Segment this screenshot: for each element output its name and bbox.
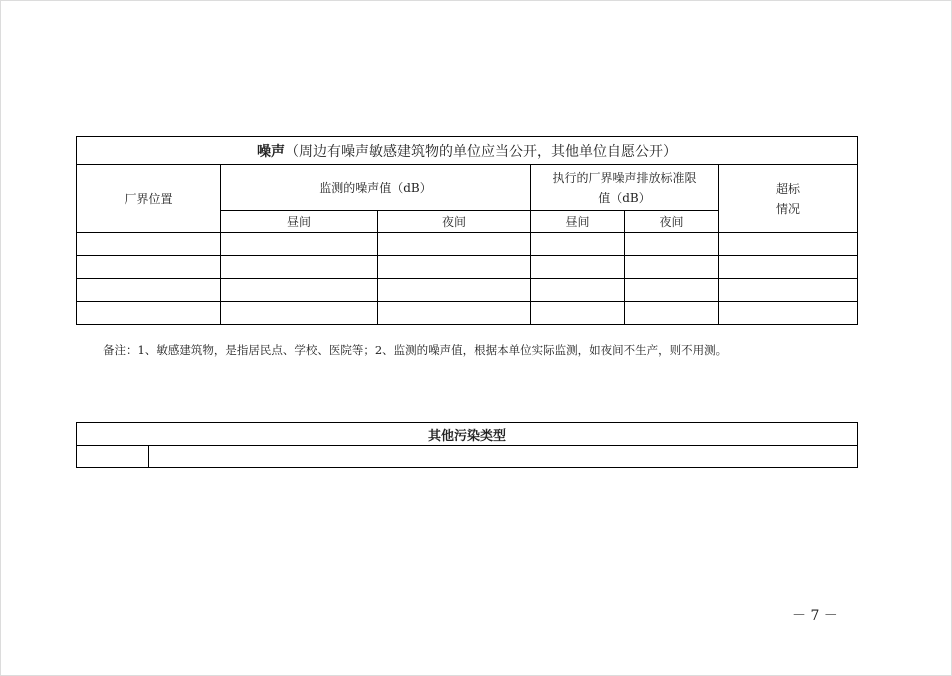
noise-table <box>76 136 858 325</box>
header-standard-day: 昼间 <box>531 211 625 233</box>
table-cell[interactable] <box>531 279 625 302</box>
table-cell[interactable] <box>719 233 858 256</box>
table-cell[interactable] <box>378 256 531 279</box>
table-cell[interactable] <box>77 302 221 325</box>
header-exceed-line1: 超标 <box>776 181 801 196</box>
table-cell[interactable] <box>378 279 531 302</box>
table-cell[interactable] <box>531 256 625 279</box>
other-pollution-table <box>76 422 858 468</box>
table-cell[interactable] <box>221 256 378 279</box>
other-pollution-title: 其他污染类型 <box>77 423 858 446</box>
table-cell[interactable] <box>531 233 625 256</box>
table-cell[interactable] <box>625 256 719 279</box>
header-measured-noise: 监测的噪声值（dB） <box>221 165 531 211</box>
table-row <box>77 279 858 302</box>
table-cell[interactable] <box>77 233 221 256</box>
table-row <box>77 446 858 468</box>
table-cell[interactable] <box>221 302 378 325</box>
header-standard-limit <box>531 165 719 211</box>
header-measured-night: 夜间 <box>378 211 531 233</box>
table-cell[interactable] <box>719 302 858 325</box>
table-cell[interactable] <box>77 256 221 279</box>
header-measured-day: 昼间 <box>221 211 378 233</box>
header-location: 厂界位置 <box>77 165 221 233</box>
table-cell[interactable] <box>221 233 378 256</box>
header-exceed-line2: 情况 <box>776 201 801 216</box>
table-cell[interactable] <box>625 279 719 302</box>
table-cell[interactable] <box>77 279 221 302</box>
header-standard-line1: 执行的厂界噪声排放标准限 <box>552 170 697 185</box>
table-row <box>77 302 858 325</box>
table-cell[interactable] <box>77 446 149 468</box>
remark-note: 备注：1、敏感建筑物，是指居民点、学校、医院等；2、监测的噪声值，根据本单位实际监测，如夜间不生产，则不用测。 <box>103 343 728 357</box>
noise-title-rest: （周边有噪声敏感建筑物的单位应当公开，其他单位自愿公开） <box>285 143 678 160</box>
table-row <box>77 256 858 279</box>
noise-title-bold: 噪声 <box>257 143 286 160</box>
page-number: － 7 － <box>792 608 838 624</box>
table-cell[interactable] <box>719 279 858 302</box>
table-cell[interactable] <box>625 233 719 256</box>
header-exceed <box>719 165 858 233</box>
table-cell[interactable] <box>378 302 531 325</box>
table-cell[interactable] <box>221 279 378 302</box>
table-cell[interactable] <box>719 256 858 279</box>
noise-table-title <box>77 137 858 165</box>
table-cell[interactable] <box>625 302 719 325</box>
table-cell[interactable] <box>378 233 531 256</box>
header-standard-line2: 值（dB） <box>598 190 651 205</box>
header-standard-night: 夜间 <box>625 211 719 233</box>
table-cell[interactable] <box>149 446 858 468</box>
table-row <box>77 233 858 256</box>
table-cell[interactable] <box>531 302 625 325</box>
